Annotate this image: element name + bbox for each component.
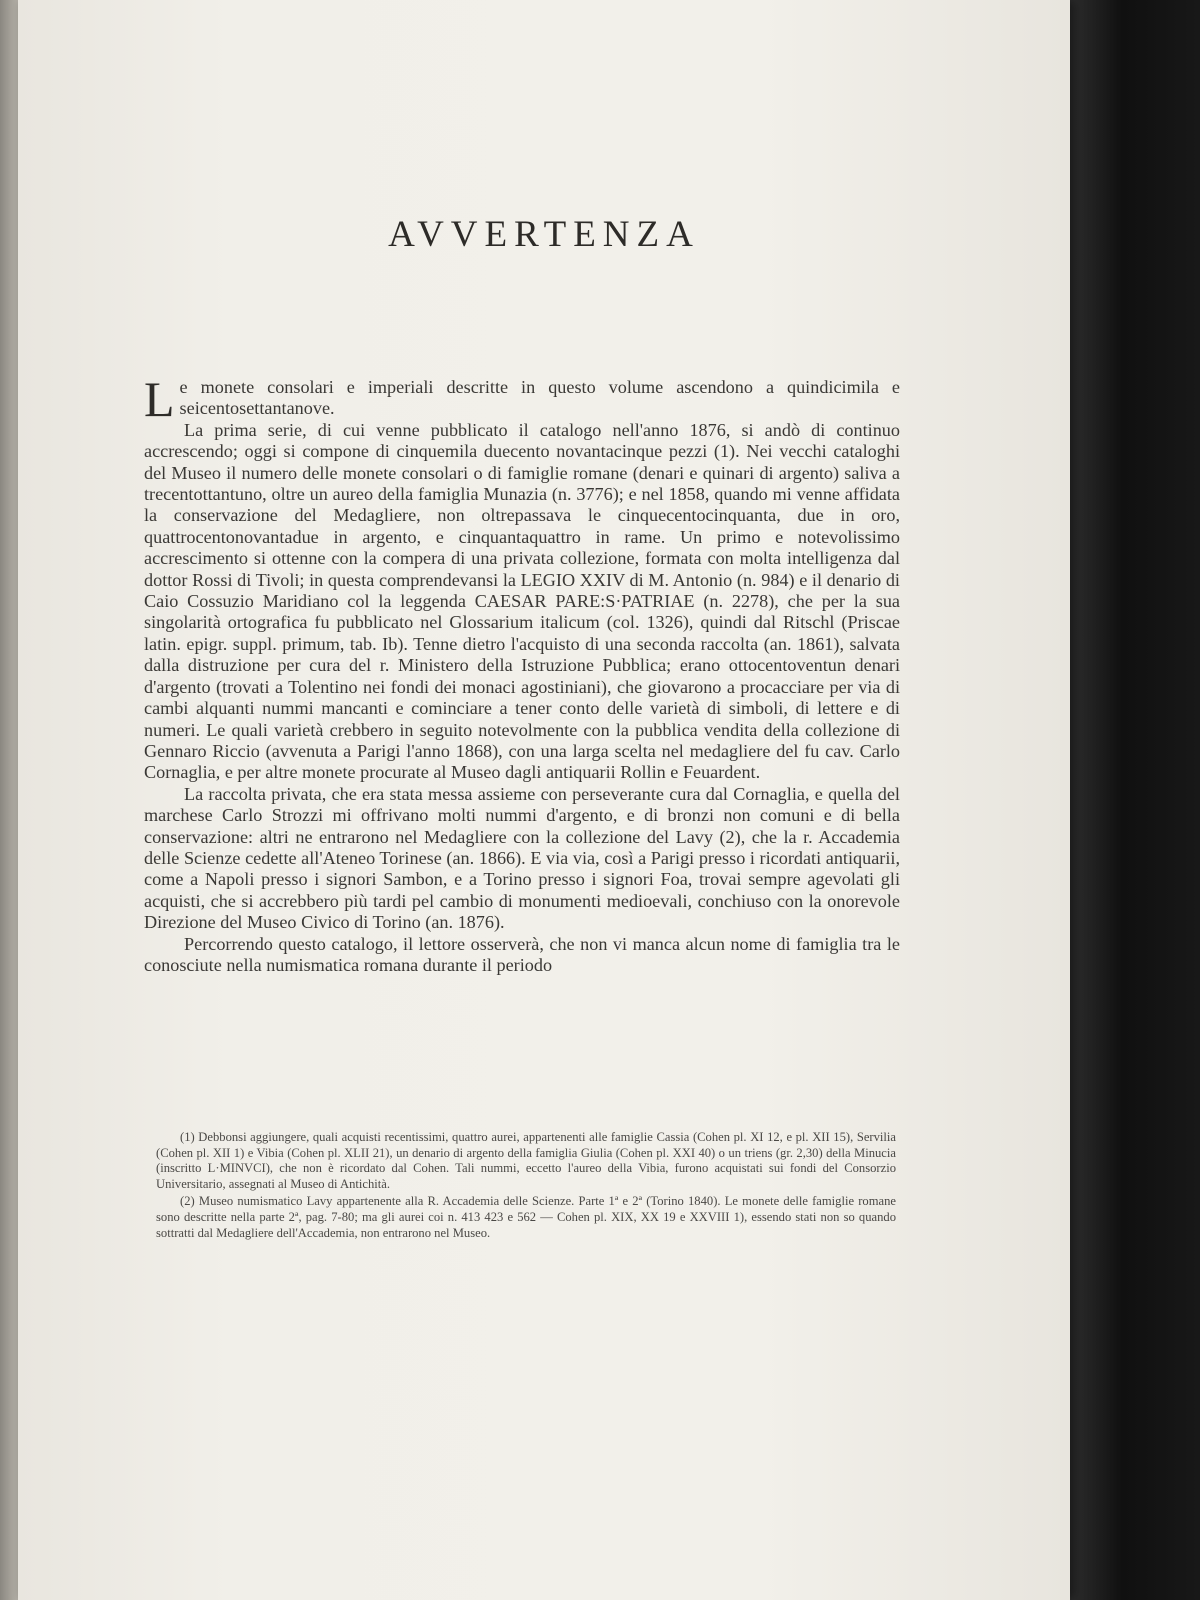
body-text	[144, 371, 900, 976]
paragraph-1	[144, 371, 900, 427]
paragraph-3: La raccolta privata, che era stata messa assieme con perseverante cura dal Cornaglia, e quella del marchese Carlo Strozzi mi offrivano molti nummi d'argento, e di bronzi non comuni e di bella conservazione: altri ne entrarono nel Medagliere con la collezione del Lavy (2), che la r. Accademia delle Scienze cedette all'Ateneo Torinese (an. 1866). E via via, così a Parigi presso i ricordati antiquarii, come a Napoli presso i signori Sambon, e a Torino presso i signori Foa, trovai sempre agevolati gli acquisti, che si accrebbero più tardi pel cambio di monumenti medioevali, conchiuso con la onorevole Direzione del Museo Civico di Torino (an. 1876).	[144, 783, 900, 933]
footnote-1: (1) Debbonsi aggiungere, quali acquisti recentissimi, quattro aurei, appartenenti alle famiglie Cassia (Cohen pl. XI 12, e pl. XII 15), Servilia (Cohen pl. XII 1) e Vibia (Cohen pl. XLII 21), un denario di argento della famiglia Giulia (Cohen pl. XXI 40) o un triens (gr. 2,30) della Minucia (inscritto L·MINVCI), che non è ricordato dal Cohen. Tali nummi, eccetto l'aureo della Vibia, furono acquistati sui fondi del Consorzio Universitario, assegnati al Museo di Antichità.	[156, 1130, 896, 1191]
book-page	[18, 0, 1070, 1600]
paragraph-1-text: e monete consolari e imperiali descritte in questo volume ascendono a quindicimila e seicentosettantanove.	[179, 377, 900, 419]
paragraph-2: La prima serie, di cui venne pubblicato il catalogo nell'anno 1876, si andò di continuo accrescendo; oggi si compone di cinquemila duecento novantacinque pezzi (1). Nei vecchi cataloghi del Museo il numero delle monete consolari o di famiglie romane (denari e quinari di argento) saliva a trecentottantuno, oltre un aureo della famiglia Munazia (n. 3776); e nel 1858, quando mi venne affidata la conservazione del Medagliere, non oltrepassava le cinquecentocinquanta, due in oro, quattrocentonovantadue in argento, e cinquantaquattro in rame. Un primo e notevolissimo accrescimento si ottenne con la compera di una privata collezione, formata con molta intelligenza dal dottor Rossi di Tivoli; in questa comprendevansi la LEGIO XXIV di M. Antonio (n. 984) e il denario di Caio Cossuzio Maridiano col la leggenda CAESAR PARE:S·PATRIAE (n. 2278), che per la sua singolarità ortografica fu pubblicato nel Glossarium italicum (col. 1326), quindi dal Ritschl (Priscae latin. epigr. suppl. primum, tab. Ib). Tenne dietro l'acquisto di una seconda raccolta (an. 1861), salvata dalla distruzione per cura del r. Ministero della Istruzione Pubblica; erano ottocentoventun denari d'argento (trovati a Tolentino nei fondi dei monaci agostiniani), che giovarono a procacciare per via di cambi alquanti nummi mancanti e cominciare a tener conto delle varietà di simboli, di lettere e di numeri. Le quali varietà crebbero in seguito notevolmente con la pubblica vendita della collezione di Gennaro Riccio (avvenuta a Parigi l'anno 1868), con una larga scelta nel medagliere del fu cav. Carlo Cornaglia, e per altre monete procurate al Museo dagli antiquarii Rollin e Feuardent.	[144, 419, 900, 783]
footnotes	[156, 1130, 896, 1243]
drop-cap: L	[144, 371, 175, 427]
page-title: AVVERTENZA	[388, 214, 700, 255]
background-shadow	[1070, 0, 1200, 1600]
footnote-2: (2) Museo numismatico Lavy appartenente alla R. Accademia delle Scienze. Parte 1ª e 2ª (Torino 1840). Le monete delle famiglie romane sono descritte nella parte 2ª, pag. 7-80; ma gli aurei coi n. 413 423 e 562 — Cohen pl. XIX, XX 19 e XXVIII 1), essendo stati non so quando sottratti dal Medagliere dell'Accademia, non entrarono nel Museo.	[156, 1194, 896, 1240]
paragraph-4: Percorrendo questo catalogo, il lettore osserverà, che non vi manca alcun nome di famiglia tra le conosciute nella numismatica romana durante il periodo	[144, 933, 900, 975]
